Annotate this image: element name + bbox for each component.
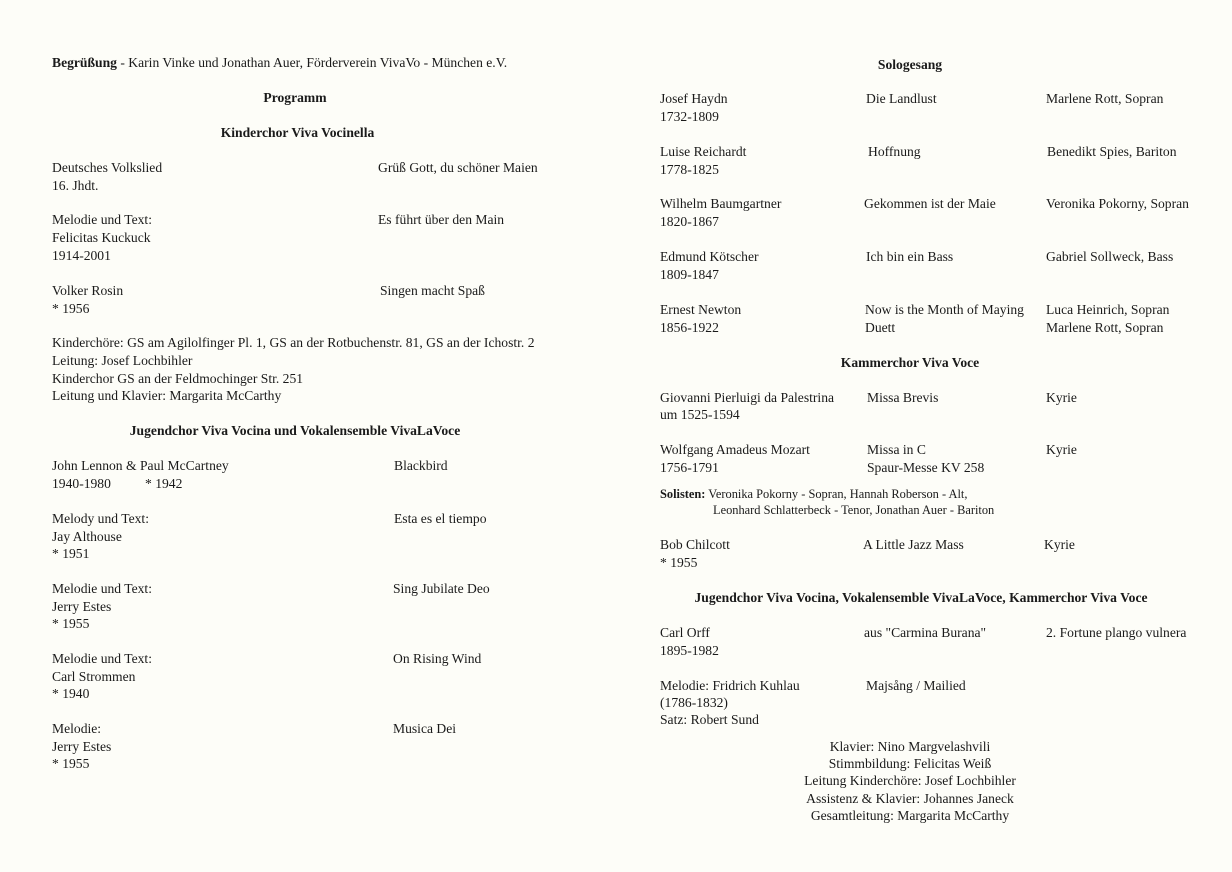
composer-dates: * 1942 bbox=[145, 476, 183, 491]
piece-part: Kyrie bbox=[1046, 390, 1077, 405]
performer: Benedikt Spies, Bariton bbox=[1047, 144, 1177, 159]
piece-title: Sing Jubilate Deo bbox=[393, 581, 490, 596]
gesamt-heading: Jugendchor Viva Vocina, Vokalensemble VivaLaVoce, Kammerchor Viva Voce bbox=[694, 590, 1148, 605]
composer-dates: 1856-1922 bbox=[660, 320, 719, 335]
composer: Deutsches Volkslied bbox=[52, 160, 163, 175]
greeting-line bbox=[52, 54, 507, 72]
composer: Luise Reichardt bbox=[660, 144, 747, 159]
composer-dates: * 1955 bbox=[52, 756, 90, 771]
piece-title: Singen macht Spaß bbox=[380, 283, 485, 298]
composer: Edmund Kötscher bbox=[660, 249, 759, 264]
piece-part: Kyrie bbox=[1044, 537, 1075, 552]
soloists-line: Leonhard Schlatterbeck - Tenor, Jonathan Auer - Bariton bbox=[713, 503, 995, 517]
piece-title: Missa in C bbox=[867, 442, 926, 457]
composer: Melody und Text: bbox=[52, 511, 149, 526]
piece-title: Blackbird bbox=[394, 458, 448, 473]
piece-part: 2. Fortune plango vulnera bbox=[1046, 625, 1187, 640]
composer-dates: 1732-1809 bbox=[660, 109, 719, 124]
piece-title: Es führt über den Main bbox=[378, 212, 505, 227]
piece-title: Musica Dei bbox=[393, 721, 457, 736]
composer: John Lennon & Paul McCartney bbox=[52, 458, 229, 473]
greeting-text: - Karin Vinke und Jonathan Auer, Förderverein VivaVo - München e.V. bbox=[116, 55, 508, 70]
composer-dates: * 1951 bbox=[52, 546, 90, 561]
composer-dates: 1895-1982 bbox=[660, 643, 719, 658]
piece-title: Ich bin ein Bass bbox=[866, 249, 954, 264]
note-line: Kinderchor GS an der Feldmochinger Str. 251 bbox=[52, 371, 304, 386]
composer: Carl Orff bbox=[660, 625, 710, 640]
composer: Melodie: bbox=[52, 721, 102, 736]
greeting-label: Begrüßung bbox=[52, 55, 117, 70]
composer: Melodie und Text: bbox=[52, 212, 152, 227]
credit-line: Stimmbildung: Felicitas Weiß bbox=[828, 756, 992, 771]
piece-title: On Rising Wind bbox=[393, 651, 482, 666]
piece-subtitle: Spaur-Messe KV 258 bbox=[867, 460, 985, 475]
soloists-label: Solisten: bbox=[660, 487, 706, 501]
composer-name: Jay Althouse bbox=[52, 529, 122, 544]
composer-name: Carl Strommen bbox=[52, 669, 136, 684]
composer-dates: * 1955 bbox=[660, 555, 698, 570]
composer: Wilhelm Baumgartner bbox=[660, 196, 782, 211]
piece-subtitle: Duett bbox=[865, 320, 896, 335]
composer: Bob Chilcott bbox=[660, 537, 730, 552]
note-line: Leitung: Josef Lochbihler bbox=[52, 353, 193, 368]
composer-name: Felicitas Kuckuck bbox=[52, 230, 151, 245]
composer-name: Jerry Estes bbox=[52, 739, 112, 754]
composer-dates: 1809-1847 bbox=[660, 267, 719, 282]
piece-title: Esta es el tiempo bbox=[394, 511, 487, 526]
credit-line: Assistenz & Klavier: Johannes Janeck bbox=[806, 791, 1014, 806]
composer: Wolfgang Amadeus Mozart bbox=[660, 442, 810, 457]
composer-dates: * 1940 bbox=[52, 686, 90, 701]
piece-title: Hoffnung bbox=[868, 144, 921, 159]
performer: Gabriel Sollweck, Bass bbox=[1046, 249, 1174, 264]
jugendchor-heading: Jugendchor Viva Vocina und Vokalensemble VivaLaVoce bbox=[129, 423, 461, 438]
credit-line: Klavier: Nino Margvelashvili bbox=[829, 739, 991, 754]
composer-dates: * 1955 bbox=[52, 616, 90, 631]
note-line: Kinderchöre: GS am Agilolfinger Pl. 1, GS an der Rotbuchenstr. 81, GS an der Ichostr. 2 bbox=[52, 335, 535, 350]
composer-dates: 1820-1867 bbox=[660, 214, 719, 229]
composer-dates: 1756-1791 bbox=[660, 460, 719, 475]
piece-title: Majsång / Mailied bbox=[866, 678, 966, 693]
composer: Volker Rosin bbox=[52, 283, 124, 298]
composer-dates: 16. Jhdt. bbox=[52, 178, 99, 193]
kinderchor-heading: Kinderchor Viva Vocinella bbox=[220, 125, 375, 140]
performer: Veronika Pokorny, Sopran bbox=[1046, 196, 1189, 211]
piece-title: aus "Carmina Burana" bbox=[864, 625, 987, 640]
composer: Josef Haydn bbox=[660, 91, 728, 106]
composer-dates: um 1525-1594 bbox=[660, 407, 740, 422]
credit-line: Gesamtleitung: Margarita McCarthy bbox=[810, 808, 1010, 823]
piece-title: Missa Brevis bbox=[867, 390, 939, 405]
performer: Marlene Rott, Sopran bbox=[1046, 320, 1164, 335]
arranger: Satz: Robert Sund bbox=[660, 712, 759, 727]
kammerchor-heading: Kammerchor Viva Voce bbox=[840, 355, 980, 370]
piece-title: A Little Jazz Mass bbox=[863, 537, 964, 552]
composer: Giovanni Pierluigi da Palestrina bbox=[660, 390, 835, 405]
composer-dates: 1940-1980 bbox=[52, 476, 111, 491]
soloists-line bbox=[660, 486, 967, 504]
composer-dates: 1778-1825 bbox=[660, 162, 719, 177]
piece-title: Now is the Month of Maying bbox=[865, 302, 1024, 317]
piece-title: Gekommen ist der Maie bbox=[864, 196, 996, 211]
composer-name: Jerry Estes bbox=[52, 599, 112, 614]
composer-dates: 1914-2001 bbox=[52, 248, 111, 263]
performer: Luca Heinrich, Sopran bbox=[1046, 302, 1170, 317]
composer: Ernest Newton bbox=[660, 302, 742, 317]
performer: Marlene Rott, Sopran bbox=[1046, 91, 1164, 106]
piece-title: Die Landlust bbox=[866, 91, 937, 106]
composer: Melodie: Fridrich Kuhlau bbox=[660, 678, 800, 693]
soloists-names: Veronika Pokorny - Sopran, Hannah Roberson - Alt, bbox=[705, 487, 968, 501]
sologesang-heading: Sologesang bbox=[877, 57, 943, 72]
composer-dates: (1786-1832) bbox=[660, 695, 728, 710]
composer-dates: * 1956 bbox=[52, 301, 90, 316]
credit-line: Leitung Kinderchöre: Josef Lochbihler bbox=[804, 773, 1016, 788]
composer: Melodie und Text: bbox=[52, 651, 152, 666]
composer: Melodie und Text: bbox=[52, 581, 152, 596]
piece-title: Grüß Gott, du schöner Maien bbox=[378, 160, 538, 175]
program-heading: Programm bbox=[263, 90, 327, 105]
note-line: Leitung und Klavier: Margarita McCarthy bbox=[52, 388, 282, 403]
piece-part: Kyrie bbox=[1046, 442, 1077, 457]
